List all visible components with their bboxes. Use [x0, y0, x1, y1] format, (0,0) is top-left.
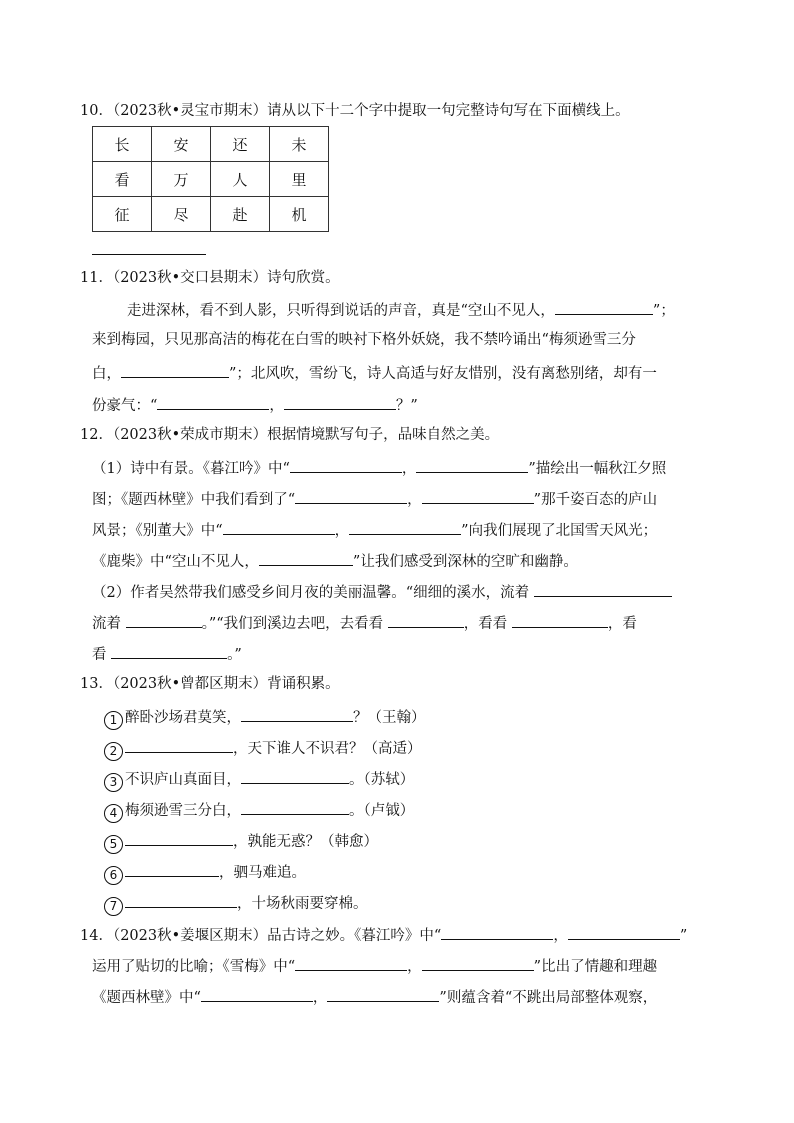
- grid-cell: 安: [152, 127, 211, 162]
- q13-item: 5 ，孰能无惑？（韩愈）: [104, 830, 378, 854]
- circled-number: 3: [104, 773, 123, 792]
- q14-line-1: 14．（2023秋•姜堰区期末）品古诗之妙。《暮江吟》中“ ， ”: [80, 924, 687, 946]
- q11-line-2: 来到梅园，只见那高洁的梅花在白雪的映衬下格外妖娆，我不禁吟诵出“梅须逊雪三分: [92, 332, 636, 348]
- grid-cell: 还: [211, 127, 270, 162]
- character-grid: [92, 126, 329, 232]
- grid-cell: 机: [270, 197, 329, 232]
- answer-blank[interactable]: [555, 299, 653, 315]
- grid-cell: 看: [93, 162, 152, 197]
- q13-item: 4 梅须逊雪三分白， 。（卢钺）: [104, 799, 414, 823]
- answer-blank[interactable]: [295, 488, 407, 504]
- q12-line-2: 图；《题西林壁》中我们看到了“ ， ”那千姿百态的庐山: [92, 488, 657, 510]
- circled-number: 4: [104, 804, 123, 823]
- q12-line-6: 流着 。”“我们到溪边去吧，去看看 ，看看 ，看: [92, 612, 637, 634]
- q13-item: 7 ，十场秋雨要穿棉。: [104, 892, 368, 916]
- answer-blank[interactable]: [284, 394, 396, 410]
- circled-number: 2: [104, 742, 123, 761]
- grid-cell: 赴: [211, 197, 270, 232]
- q13-item: 3 不识庐山真面目， 。（苏轼）: [104, 768, 414, 792]
- answer-blank[interactable]: [241, 706, 353, 722]
- answer-blank[interactable]: [441, 924, 553, 940]
- answer-blank[interactable]: [388, 612, 464, 628]
- grid-cell: 尽: [152, 197, 211, 232]
- q12-line-3: 风景；《别董大》中“ ， ”向我们展现了北国雪天风光；: [92, 519, 657, 541]
- answer-blank[interactable]: [290, 457, 402, 473]
- q13-item: 6 ，驷马难追。: [104, 861, 306, 885]
- answer-blank[interactable]: [223, 519, 335, 535]
- answer-blank[interactable]: [111, 643, 227, 659]
- q12-line-4: 《鹿柴》中“空山不见人， ”让我们感受到深林的空旷和幽静。: [92, 550, 578, 572]
- q14-line-2: 运用了贴切的比喻；《雪梅》中“ ， ”比出了情趣和理趣: [92, 955, 657, 977]
- answer-blank[interactable]: [422, 955, 534, 971]
- grid-cell: 里: [270, 162, 329, 197]
- q13-heading: 13．（2023秋•曾都区期末）背诵积累。: [80, 676, 340, 692]
- grid-cell: 人: [211, 162, 270, 197]
- answer-blank[interactable]: [157, 394, 269, 410]
- answer-blank[interactable]: [201, 986, 313, 1002]
- q14-line-3: 《题西林壁》中“ ， ”则蕴含着“不跳出局部整体观察，: [92, 986, 657, 1008]
- grid-cell: 长: [93, 127, 152, 162]
- circled-number: 5: [104, 835, 123, 854]
- answer-blank[interactable]: [422, 488, 534, 504]
- q11-line-3: 白， ”；北风吹，雪纷飞，诗人高适与好友惜别，没有离愁别绪，却有一: [92, 362, 657, 384]
- answer-blank[interactable]: [92, 254, 206, 255]
- answer-blank[interactable]: [349, 519, 461, 535]
- answer-blank[interactable]: [126, 612, 202, 628]
- q11-line-1: 走进深林，看不到人影，只听得到说话的声音，真是“空山不见人， ”；: [127, 299, 675, 321]
- answer-blank[interactable]: [125, 892, 237, 908]
- grid-cell: 万: [152, 162, 211, 197]
- answer-blank[interactable]: [327, 986, 439, 1002]
- answer-blank[interactable]: [121, 362, 229, 378]
- answer-blank[interactable]: [416, 457, 528, 473]
- circled-number: 1: [104, 711, 123, 730]
- q12-line-1: （1）诗中有景。《暮江吟》中“ ， ”描绘出一幅秋江夕照: [92, 457, 666, 479]
- answer-blank[interactable]: [512, 612, 608, 628]
- answer-blank[interactable]: [568, 924, 680, 940]
- q13-item: 2 ，天下谁人不识君？（高适）: [104, 737, 422, 761]
- q10-question: 10．（2023秋•灵宝市期末）请从以下十二个字中提取一句完整诗句写在下面横线上。: [80, 103, 630, 119]
- q13-item: 1 醉卧沙场君莫笑， ？（王翰）: [104, 706, 426, 730]
- answer-blank[interactable]: [241, 799, 349, 815]
- answer-blank[interactable]: [259, 550, 353, 566]
- grid-cell: 征: [93, 197, 152, 232]
- circled-number: 6: [104, 866, 123, 885]
- answer-blank[interactable]: [125, 830, 233, 846]
- grid-cell: 未: [270, 127, 329, 162]
- answer-blank[interactable]: [295, 955, 407, 971]
- q11-line-4: 份豪气：“ ， ？”: [92, 394, 418, 416]
- circled-number: 7: [104, 897, 123, 916]
- answer-blank[interactable]: [534, 581, 672, 597]
- q12-line-5: （2）作者吴然带我们感受乡间月夜的美丽温馨。“细细的溪水，流着: [92, 581, 672, 603]
- q11-heading: 11．（2023秋•交口县期末）诗句欣赏。: [80, 270, 340, 286]
- q12-heading: 12．（2023秋•荣成市期末）根据情境默写句子，品味自然之美。: [80, 427, 500, 443]
- answer-blank[interactable]: [125, 861, 219, 877]
- q12-line-7: 看 。”: [92, 643, 242, 665]
- answer-blank[interactable]: [241, 768, 349, 784]
- answer-blank[interactable]: [125, 737, 233, 753]
